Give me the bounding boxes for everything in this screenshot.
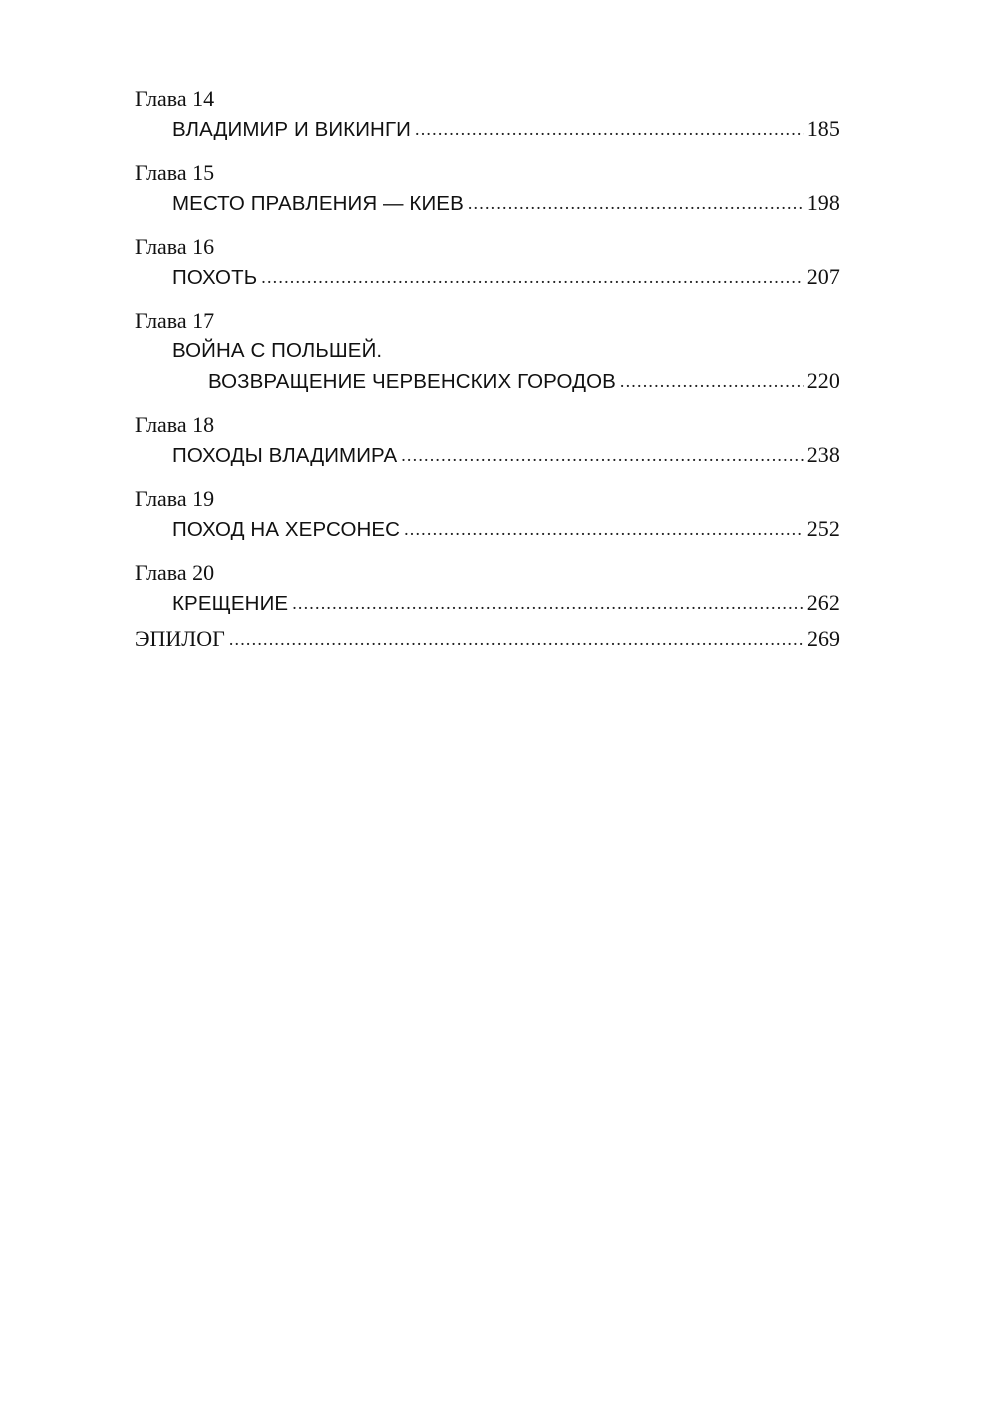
toc-entry [135,588,840,618]
chapter-title: ВЛАДИМИР И ВИКИНГИ [172,118,412,141]
chapter-label: Глава 15 [135,160,215,185]
chapter-label: Глава 18 [135,412,215,437]
page-number: 207 [806,264,840,289]
toc-entry-row [172,440,840,470]
toc-chapter-14 [135,84,840,144]
chapter-title: КРЕЩЕНИЕ [172,592,289,615]
toc-chapter-16 [135,232,840,292]
toc-entry [135,262,840,292]
page-number: 252 [806,516,840,541]
page-number: 198 [806,190,840,215]
page-number: 238 [806,442,840,467]
chapter-label: Глава 16 [135,234,215,259]
toc-entry-row [172,114,840,144]
toc-entry [135,188,840,218]
dot-leader [261,262,803,292]
toc-entry-row [172,366,840,396]
dot-leader [620,366,804,396]
page-number: 220 [806,368,840,393]
toc-chapter-18 [135,410,840,470]
toc-entry [135,440,840,470]
toc-entry-row [172,262,840,292]
toc-chapter-15 [135,158,840,218]
toc-entry [135,336,840,396]
toc-entry-row [172,336,840,366]
toc-chapter-19 [135,484,840,544]
chapter-title: ПОХОД НА ХЕРСОНЕС [172,518,401,541]
dot-leader [229,624,804,654]
toc-entry [135,514,840,544]
chapter-title-line-1: ВОЙНА С ПОЛЬШЕЙ. [172,339,383,362]
dot-leader [404,514,804,544]
toc-chapter-17 [135,306,840,396]
toc-epilogue [135,624,840,654]
chapter-label: Глава 14 [135,86,215,111]
chapter-title: ПОХОТЬ [172,266,258,289]
toc-entry [135,114,840,144]
page-number: 185 [806,116,840,141]
toc-chapter-20 [135,558,840,618]
dot-leader [415,114,804,144]
toc-entry-row [172,588,840,618]
chapter-title: ПОХОДЫ ВЛАДИМИРА [172,444,398,467]
chapter-title-line-2: ВОЗВРАЩЕНИЕ ЧЕРВЕНСКИХ ГОРОДОВ [208,370,616,393]
chapter-label: Глава 17 [135,308,215,333]
table-of-contents [135,84,840,654]
chapter-title: МЕСТО ПРАВЛЕНИЯ — КИЕВ [172,192,464,215]
page-number: 262 [806,590,840,615]
page-number: 269 [807,626,840,651]
dot-leader [292,588,803,618]
dot-leader [468,188,804,218]
chapter-label: Глава 20 [135,560,215,585]
toc-entry-row [135,624,840,654]
epilogue-title: ЭПИЛОГ [135,626,225,651]
toc-entry-row [172,188,840,218]
toc-entry-row [172,514,840,544]
dot-leader [401,440,803,470]
chapter-label: Глава 19 [135,486,215,511]
